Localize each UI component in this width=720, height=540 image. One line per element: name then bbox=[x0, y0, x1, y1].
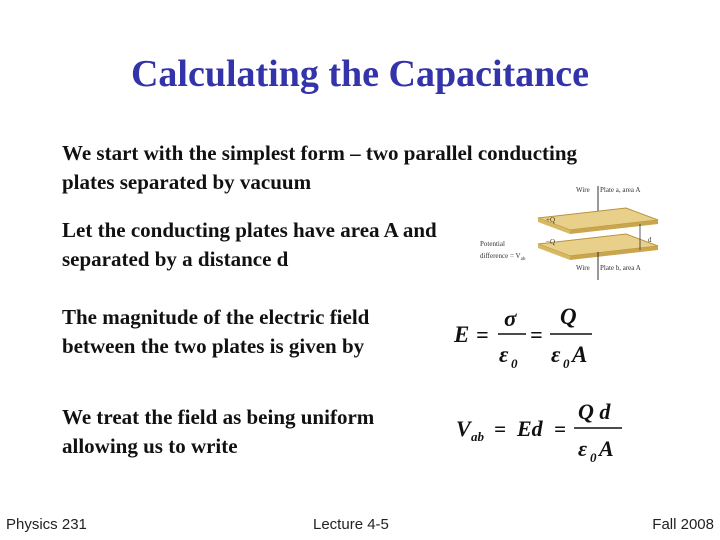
label-distance: d bbox=[648, 236, 652, 244]
paragraph-line: We treat the field as being uniform bbox=[62, 405, 375, 429]
capacitor-diagram bbox=[480, 182, 670, 282]
eq-equals: = bbox=[494, 417, 506, 441]
slide-title: Calculating the Capacitance bbox=[130, 53, 590, 95]
label-potential-diff bbox=[480, 252, 526, 262]
label-wire-top: Wire bbox=[576, 186, 590, 194]
eq-numerator: Q d bbox=[578, 399, 611, 424]
paragraph-line: between the two plates is given by bbox=[62, 334, 365, 358]
eq-area: A bbox=[572, 342, 588, 367]
capacitor-diagram-svg bbox=[480, 182, 670, 282]
eq-epsilon: ε bbox=[551, 342, 561, 367]
paragraph-field bbox=[62, 303, 369, 361]
eq-epsilon-subscript: 0 bbox=[511, 356, 518, 371]
label-plate-a: Plate a, area A bbox=[600, 186, 641, 194]
footer-course: Physics 231 bbox=[6, 516, 87, 533]
label-wire-bottom: Wire bbox=[576, 264, 590, 272]
electric-field-equation bbox=[452, 300, 602, 377]
paragraph-line: We start with the simplest form – two parallel conducting bbox=[62, 141, 578, 165]
eq-equals: = bbox=[476, 322, 489, 347]
eq-lhs: E bbox=[454, 322, 470, 347]
paragraph-plates bbox=[62, 216, 437, 274]
eq-equals: = bbox=[530, 322, 543, 347]
eq-ed: Ed bbox=[517, 416, 543, 441]
eq-charge: Q bbox=[560, 304, 577, 329]
potential-difference-equation bbox=[454, 395, 634, 472]
footer-term: Fall 2008 bbox=[652, 516, 714, 533]
paragraph-line: plates separated by vacuum bbox=[62, 170, 312, 194]
paragraph-line: separated by a distance d bbox=[62, 247, 289, 271]
label-plate-b: Plate b, area A bbox=[600, 264, 641, 272]
eq-area: A bbox=[599, 436, 614, 461]
paragraph-line: The magnitude of the electric field bbox=[62, 305, 370, 329]
potential-text: difference = V bbox=[480, 252, 521, 260]
eq-sigma: σ bbox=[504, 306, 517, 331]
potential-subscript: ab bbox=[520, 257, 526, 262]
paragraph-line: Let the conducting plates have area A and bbox=[62, 218, 437, 242]
footer-lecture: Lecture 4-5 bbox=[313, 516, 389, 533]
potential-difference-equation-svg bbox=[454, 395, 634, 467]
label-potential: Potential bbox=[480, 240, 505, 248]
eq-epsilon-subscript: 0 bbox=[590, 450, 597, 465]
paragraph-uniform bbox=[62, 403, 374, 461]
eq-epsilon: ε bbox=[578, 436, 588, 461]
eq-equals: = bbox=[554, 417, 566, 441]
eq-voltage: V bbox=[456, 416, 471, 441]
paragraph-line: allowing us to write bbox=[62, 434, 238, 458]
electric-field-equation-svg bbox=[452, 300, 602, 372]
label-charge-minus: −Q bbox=[546, 238, 556, 246]
eq-voltage-subscript: ab bbox=[471, 429, 484, 444]
eq-epsilon: ε bbox=[499, 342, 509, 367]
eq-epsilon-subscript: 0 bbox=[563, 356, 570, 371]
label-charge-plus: +Q bbox=[546, 216, 556, 224]
